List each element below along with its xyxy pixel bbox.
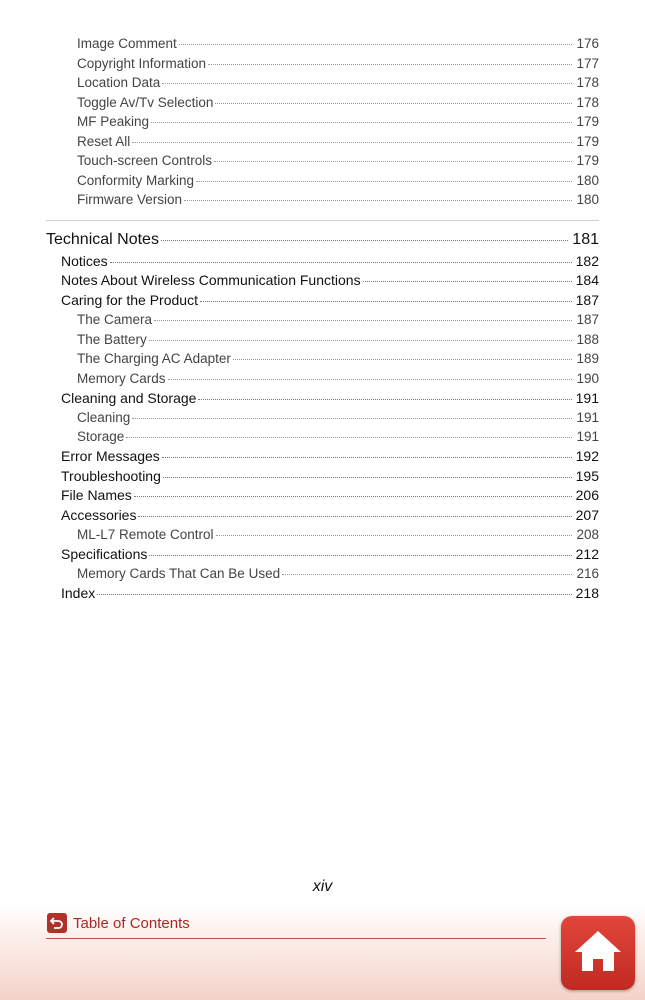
toc-entry[interactable] [77,189,599,207]
toc-entry-page: 176 [576,35,599,51]
toc-entry-page: 179 [576,152,599,168]
toc-entry-page: 187 [575,292,599,308]
toc-entry[interactable] [61,544,599,562]
toc-entry-title: Notices [61,253,108,269]
toc-entry-page: 179 [576,133,599,149]
toc-entry-page: 208 [576,526,599,542]
toc-leader-dots [196,170,572,182]
toc-entry[interactable] [77,92,599,110]
footer-underline [46,938,546,939]
toc-leader-dots [168,368,573,380]
toc-entry-page: 187 [576,311,599,327]
toc-leader-dots [200,290,572,302]
toc-leader-dots [208,53,572,65]
toc-entry-title: Reset All [77,133,131,149]
toc-entry[interactable] [61,251,599,269]
toc-entry[interactable] [61,388,599,406]
toc-leader-dots [215,92,572,104]
toc-leader-dots [132,131,572,143]
toc-leader-dots [162,72,572,84]
toc-entry-page: 178 [576,74,599,90]
toc-entry[interactable] [77,150,599,168]
toc-entry-title: MF Peaking [77,113,150,129]
toc-leader-dots [134,485,572,497]
toc-entry-page: 188 [576,331,599,347]
toc-leader-dots [138,505,571,517]
toc-leader-dots [162,446,572,458]
toc-leader-dots [110,251,572,263]
toc-leader-dots [179,33,573,45]
toc-entry-title: Storage [77,428,125,444]
toc-leader-dots [363,270,572,282]
toc-entry[interactable] [61,485,599,503]
toc-entry-title: Accessories [61,507,137,523]
return-arrow-icon [47,913,67,933]
toc-entry[interactable] [77,33,599,51]
toc-entry-page: 191 [575,390,599,406]
toc-entry-page: 195 [575,468,599,484]
toc-entry-title: ML-L7 Remote Control [77,526,214,542]
home-icon [572,928,624,979]
toc-leader-dots [149,544,571,556]
toc-entry-page: 179 [576,113,599,129]
toc-leader-dots [163,466,572,478]
toc-entry[interactable] [77,426,599,444]
toc-entry[interactable] [77,368,599,386]
back-to-toc-label: Table of Contents [73,914,190,932]
toc-entry-page: 207 [575,507,599,523]
toc-entry[interactable] [77,524,599,542]
toc-entry-page: 177 [576,55,599,71]
toc-leader-dots [198,388,571,400]
toc-entry[interactable] [61,270,599,288]
toc-entry[interactable] [77,131,599,149]
home-button[interactable] [561,916,635,990]
toc-entry[interactable] [77,563,599,581]
toc-entry[interactable] [61,466,599,484]
toc-entry-title: Specifications [61,546,148,562]
toc-entry[interactable] [77,348,599,366]
toc-entry-title: Index [61,585,96,601]
toc-entry-title: Toggle Av/Tv Selection [77,94,214,110]
toc-entry-page: 206 [575,487,599,503]
toc-entry-page: 192 [575,448,599,464]
toc-entry-page: 218 [575,585,599,601]
toc-leader-dots [214,150,572,162]
toc-entry[interactable] [77,170,599,188]
toc-entry-title: Memory Cards That Can Be Used [77,565,281,581]
toc-leader-dots [151,111,572,123]
toc-leader-dots [132,407,572,419]
toc-leader-dots [149,329,573,341]
toc-entry-title: Conformity Marking [77,172,195,188]
back-to-toc-link[interactable] [47,912,190,934]
toc-leader-dots [233,348,573,360]
toc-entry-title: Troubleshooting [61,468,161,484]
toc-entry-title: Technical Notes [46,231,159,248]
toc-entry[interactable] [77,53,599,71]
toc-entry-title: Location Data [77,74,161,90]
toc-entry[interactable] [77,407,599,425]
toc-leader-dots [161,227,568,241]
toc-entry-page: 184 [575,272,599,288]
toc-entry[interactable] [61,290,599,308]
toc-entry-title: Memory Cards [77,370,166,386]
toc-entry-title: Firmware Version [77,191,183,207]
toc-leader-dots [154,309,572,321]
toc-entry-title: Copyright Information [77,55,207,71]
section-divider [46,220,599,221]
toc-entry-page: 216 [576,565,599,581]
toc-entry-title: The Camera [77,311,153,327]
toc-entry[interactable] [61,583,599,601]
page-number: xiv [312,878,333,895]
toc-entry[interactable] [77,309,599,327]
toc-entry[interactable] [61,505,599,523]
toc-entry-page: 182 [575,253,599,269]
toc-entry-page: 180 [576,191,599,207]
toc-entry[interactable] [61,446,599,464]
toc-entry-title: Image Comment [77,35,177,51]
toc-entry-title: Cleaning and Storage [61,390,197,406]
toc-entry-page: 189 [576,350,599,366]
toc-leader-dots [126,426,572,438]
toc-entry-page: 191 [576,428,599,444]
toc-entry[interactable] [77,111,599,129]
toc-entry[interactable] [77,72,599,90]
toc-entry-title: The Charging AC Adapter [77,350,231,366]
toc-entry-title: Error Messages [61,448,160,464]
toc-leader-dots [282,563,572,575]
toc-entry-title: Touch-screen Controls [77,152,213,168]
toc-entry-page: 191 [576,409,599,425]
toc-leader-dots [97,583,571,595]
toc-entry-title: Caring for the Product [61,292,198,308]
toc-entry-page: 178 [576,94,599,110]
toc-entry-page: 181 [572,231,599,248]
toc-leader-dots [216,524,573,536]
toc-entry-title: Cleaning [77,409,131,425]
toc-entry-title: Notes About Wireless Communication Functions [61,272,361,288]
toc-entry-title: The Battery [77,331,147,347]
toc-entry-title: File Names [61,487,132,503]
toc-entry-page: 212 [575,546,599,562]
toc-entry-page: 180 [576,172,599,188]
toc-entry[interactable] [77,329,599,347]
toc-leader-dots [184,189,572,201]
toc-entry[interactable] [46,227,599,249]
toc-entry-page: 190 [576,370,599,386]
